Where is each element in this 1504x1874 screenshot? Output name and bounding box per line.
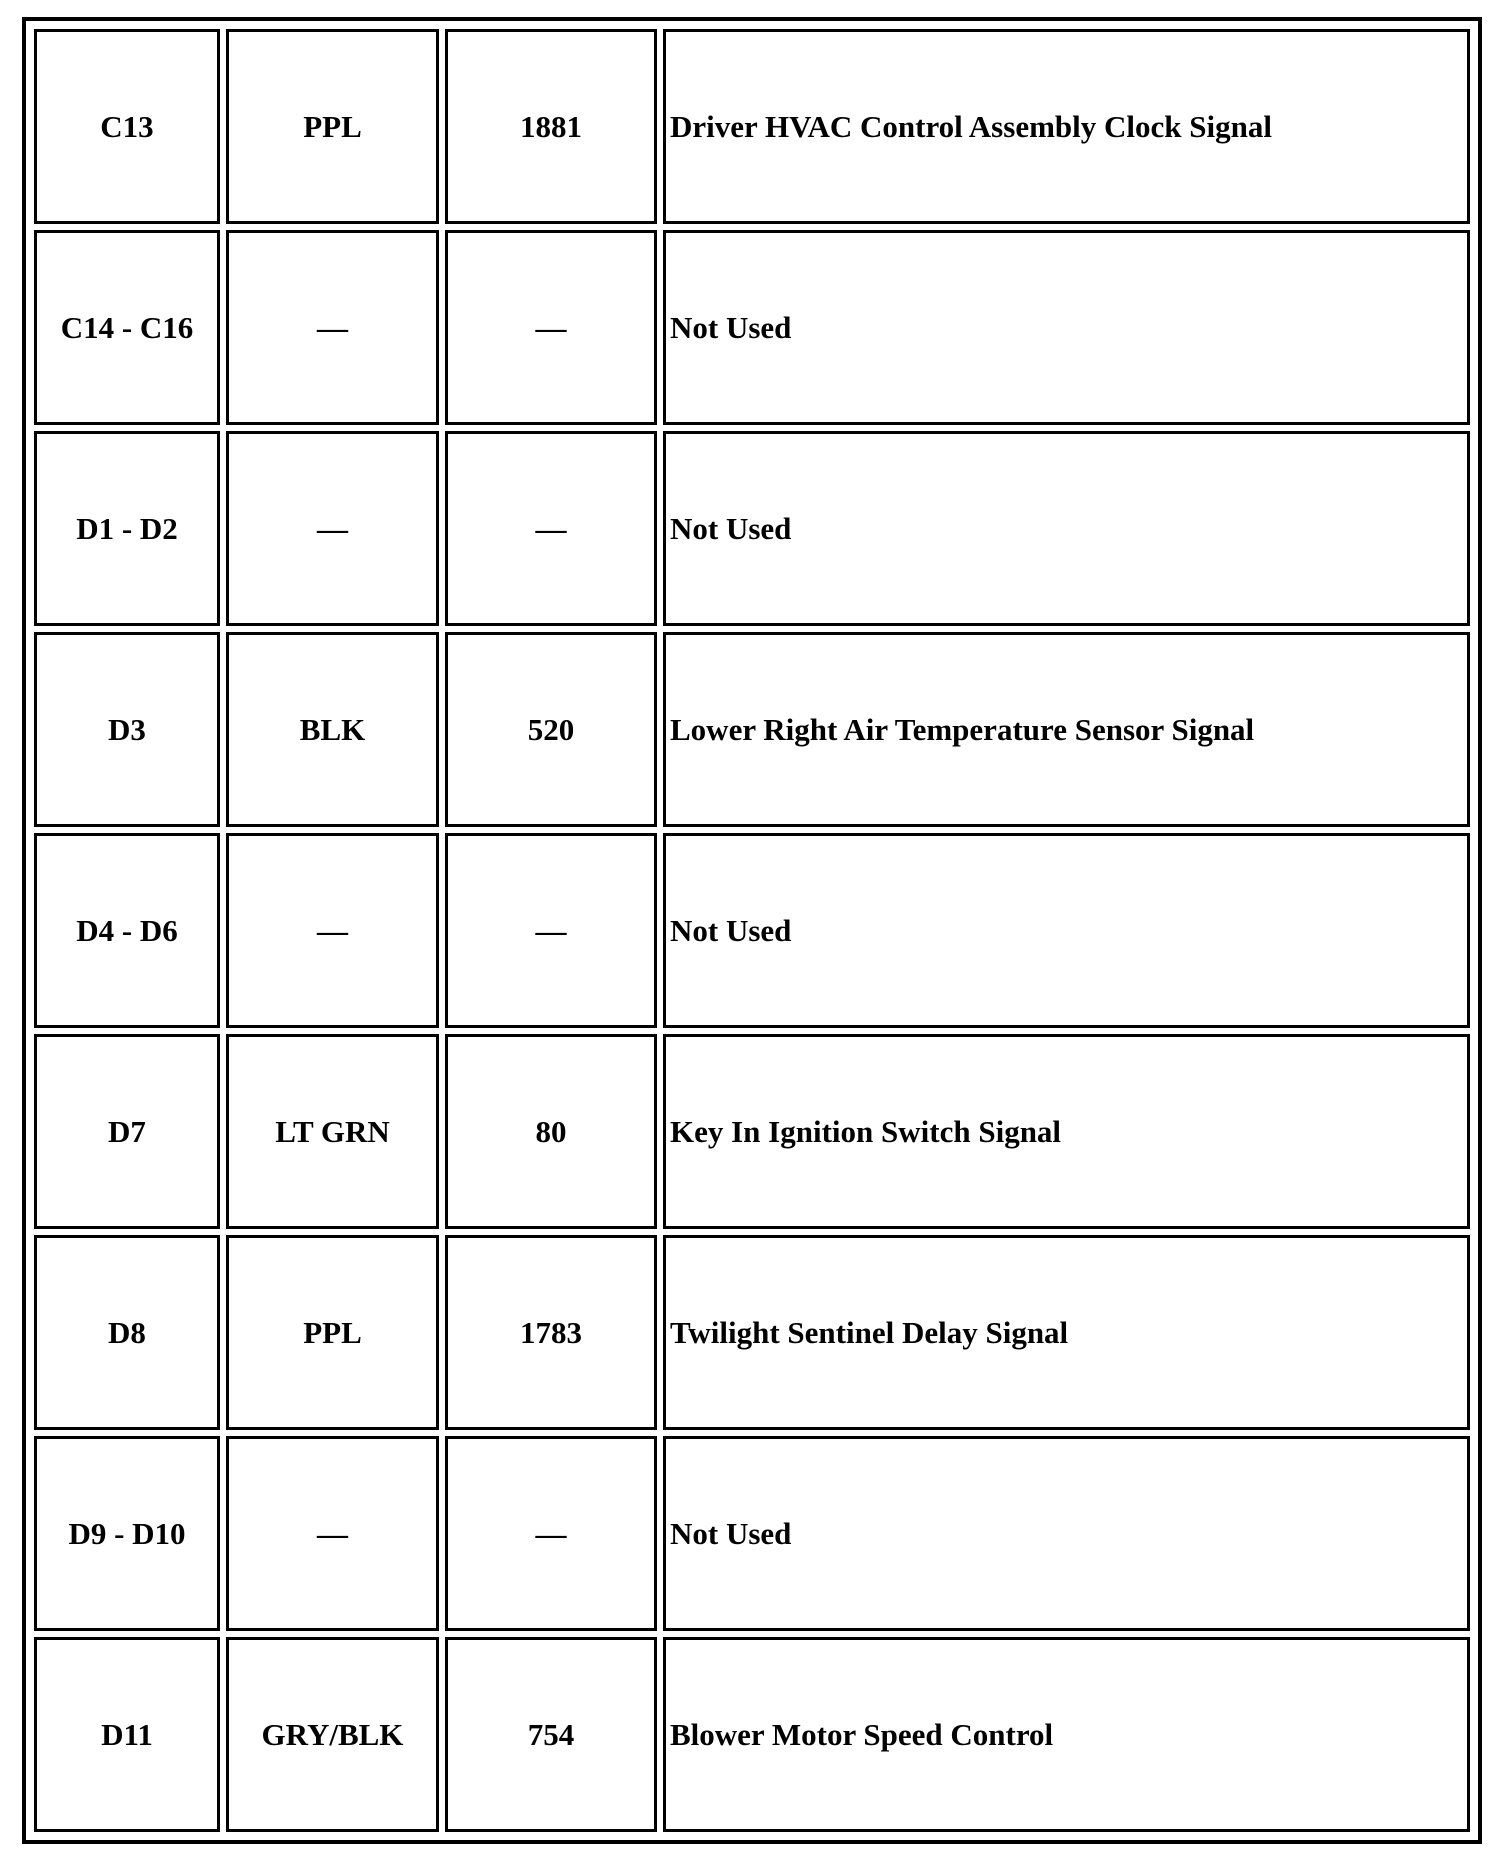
- pin-cell: D4 - D6: [34, 833, 220, 1028]
- wire-color-cell: PPL: [226, 29, 439, 224]
- table-row: [34, 230, 1470, 425]
- circuit-number-cell: 1881: [445, 29, 657, 224]
- circuit-number-cell: 80: [445, 1034, 657, 1229]
- table-row: [34, 1235, 1470, 1430]
- table-row: [34, 1436, 1470, 1631]
- pin-cell: D3: [34, 632, 220, 827]
- circuit-number-cell: —: [445, 230, 657, 425]
- pinout-table: [28, 23, 1476, 1838]
- table-row: [34, 29, 1470, 224]
- table-row: [34, 1034, 1470, 1229]
- function-cell: Not Used: [663, 833, 1470, 1028]
- pin-cell: D11: [34, 1637, 220, 1832]
- wire-color-cell: —: [226, 1436, 439, 1631]
- table-row: [34, 833, 1470, 1028]
- function-cell: Key In Ignition Switch Signal: [663, 1034, 1470, 1229]
- pin-cell: D7: [34, 1034, 220, 1229]
- function-cell: Not Used: [663, 230, 1470, 425]
- function-cell: Lower Right Air Temperature Sensor Signal: [663, 632, 1470, 827]
- circuit-number-cell: 520: [445, 632, 657, 827]
- pin-cell: D1 - D2: [34, 431, 220, 626]
- circuit-number-cell: 754: [445, 1637, 657, 1832]
- wire-color-cell: BLK: [226, 632, 439, 827]
- table-row: [34, 431, 1470, 626]
- function-cell: Driver HVAC Control Assembly Clock Signal: [663, 29, 1470, 224]
- circuit-number-cell: —: [445, 431, 657, 626]
- function-cell: Blower Motor Speed Control: [663, 1637, 1470, 1832]
- circuit-number-cell: 1783: [445, 1235, 657, 1430]
- pin-cell: C13: [34, 29, 220, 224]
- wire-color-cell: —: [226, 230, 439, 425]
- wire-color-cell: LT GRN: [226, 1034, 439, 1229]
- pin-cell: D8: [34, 1235, 220, 1430]
- pin-cell: C14 - C16: [34, 230, 220, 425]
- table-row: [34, 1637, 1470, 1832]
- wire-color-cell: GRY/BLK: [226, 1637, 439, 1832]
- table-row: [34, 632, 1470, 827]
- function-cell: Not Used: [663, 431, 1470, 626]
- wire-color-cell: —: [226, 431, 439, 626]
- circuit-number-cell: —: [445, 833, 657, 1028]
- wire-color-cell: PPL: [226, 1235, 439, 1430]
- wire-color-cell: —: [226, 833, 439, 1028]
- function-cell: Not Used: [663, 1436, 1470, 1631]
- circuit-number-cell: —: [445, 1436, 657, 1631]
- function-cell: Twilight Sentinel Delay Signal: [663, 1235, 1470, 1430]
- connector-pinout-sheet: [22, 17, 1482, 1844]
- pin-cell: D9 - D10: [34, 1436, 220, 1631]
